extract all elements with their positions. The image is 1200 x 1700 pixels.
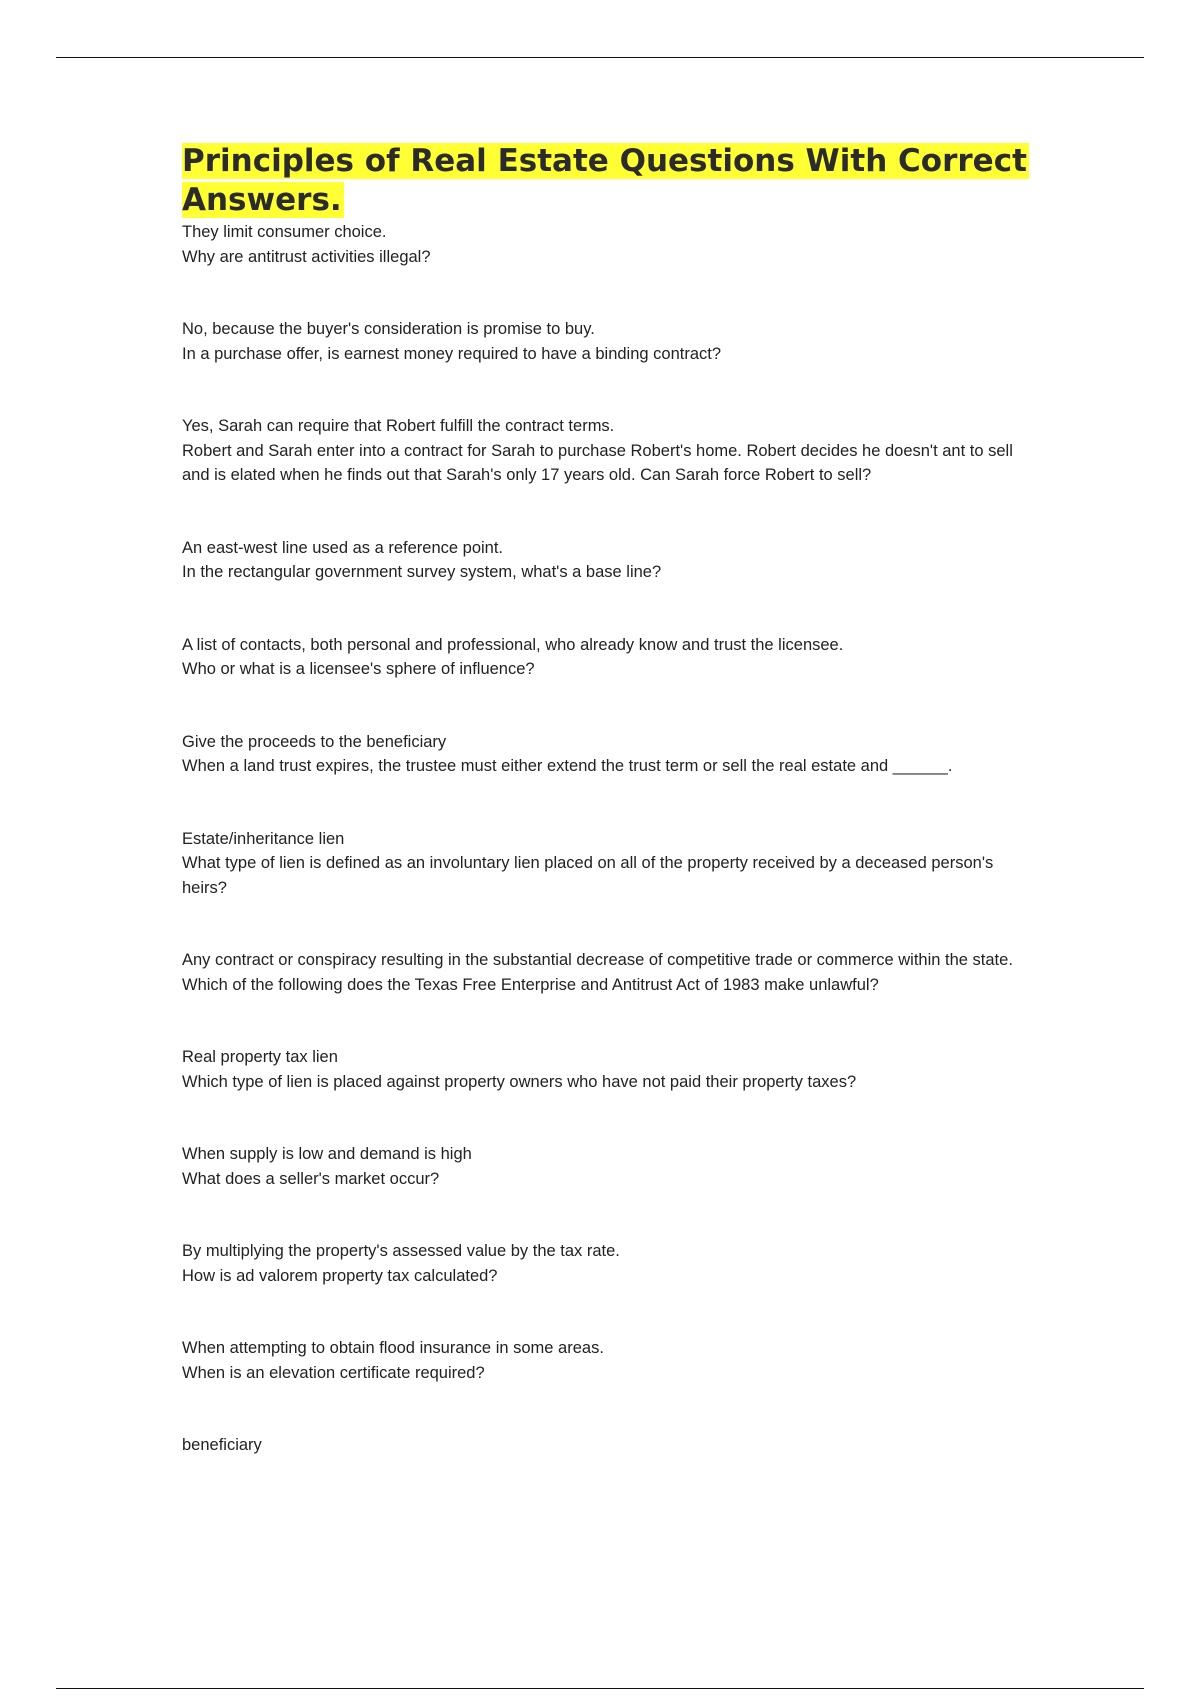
question-text: When a land trust expires, the trustee must either extend the trust term or sell the real estate and ______.	[182, 757, 953, 775]
qa-item	[182, 1336, 1042, 1385]
answer-text: Real property tax lien	[182, 1048, 338, 1066]
qa-item	[182, 220, 1042, 269]
qa-item	[182, 536, 1042, 585]
question-text: Which type of lien is placed against property owners who have not paid their property taxes?	[182, 1072, 857, 1091]
question-text: Which of the following does the Texas Free Enterprise and Antitrust Act of 1983 make unlawful?	[182, 975, 879, 994]
document-body	[182, 142, 1042, 1506]
qa-item	[182, 948, 1042, 997]
answer-text: beneficiary	[182, 1436, 262, 1454]
question-text: Who or what is a licensee's sphere of influence?	[182, 660, 535, 678]
question-text: What does a seller's market occur?	[182, 1169, 440, 1188]
qa-list	[182, 220, 1042, 1458]
question-text: How is ad valorem property tax calculated?	[182, 1266, 498, 1285]
question-text: Why are antitrust activities illegal?	[182, 247, 431, 266]
qa-item	[182, 633, 1042, 682]
qa-item	[182, 1142, 1042, 1191]
qa-item	[182, 1433, 1042, 1458]
qa-item	[182, 1239, 1042, 1288]
question-text: When is an elevation certificate required?	[182, 1363, 485, 1382]
bottom-divider	[56, 1688, 1144, 1689]
answer-text: Give the proceeds to the beneficiary	[182, 732, 447, 751]
answer-text: Estate/inheritance lien	[182, 829, 345, 848]
qa-item	[182, 317, 1042, 366]
qa-item	[182, 1045, 1042, 1094]
question-text: Robert and Sarah enter into a contract for Sarah to purchase Robert's home. Robert decides he doesn't ant to sell and is elated when he finds out that Sarah's only 17 years old. Can Sarah force Robert to sell?	[182, 441, 1013, 484]
answer-text: When supply is low and demand is high	[182, 1145, 472, 1163]
answer-text: Yes, Sarah can require that Robert fulfill the contract terms.	[182, 417, 615, 435]
question-text: In the rectangular government survey system, what's a base line?	[182, 563, 662, 581]
qa-item	[182, 827, 1042, 901]
answer-text: By multiplying the property's assessed value by the tax rate.	[182, 1242, 620, 1260]
title-highlight: Principles of Real Estate Questions With Correct Answers.	[182, 143, 1027, 218]
answer-text: When attempting to obtain flood insurance in some areas.	[182, 1339, 604, 1357]
document-title	[182, 142, 1042, 220]
qa-item	[182, 414, 1042, 488]
answer-text: An east-west line used as a reference point.	[182, 538, 504, 557]
answer-text: A list of contacts, both personal and professional, who already know and trust the licensee.	[182, 635, 844, 654]
qa-item	[182, 730, 1042, 779]
answer-text: Any contract or conspiracy resulting in the substantial decrease of competitive trade or commerce within the state.	[182, 951, 1013, 969]
answer-text: They limit consumer choice.	[182, 223, 387, 241]
question-text: What type of lien is defined as an involuntary lien placed on all of the property received by a deceased person's heirs?	[182, 854, 994, 897]
top-divider	[56, 57, 1144, 58]
answer-text: No, because the buyer's consideration is promise to buy.	[182, 320, 595, 338]
question-text: In a purchase offer, is earnest money required to have a binding contract?	[182, 344, 722, 363]
